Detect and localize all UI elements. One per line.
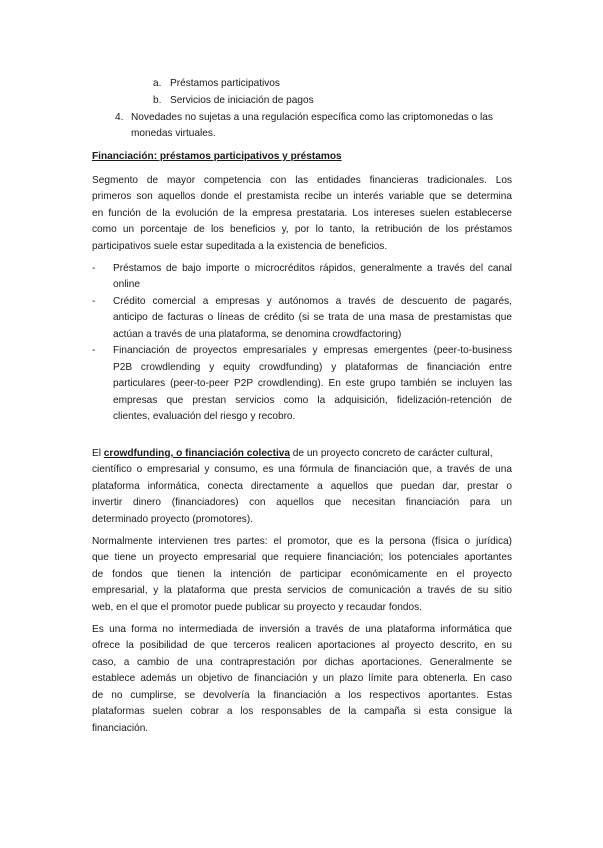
paragraph-line: empresarial, y la plataforma que presta servicios de comunicación a través de su sitio bbox=[92, 585, 512, 596]
list-marker-b: b. bbox=[153, 95, 162, 106]
list-marker-4: 4. bbox=[115, 112, 124, 123]
paragraph-line: en función de la evolución de la empresa prestataria. Los intereses suelen establecerse bbox=[92, 208, 512, 219]
paragraph-line: que tiene un proyecto empresarial que requiere financiación; los potenciales aportantes bbox=[92, 552, 512, 563]
paragraph-line: Normalmente intervienen tres partes: el promotor, que es la persona (física o jurídica) bbox=[92, 536, 512, 547]
paragraph-line: científico o empresarial y consumo, es una fórmula de financiación que, a través de una bbox=[92, 464, 512, 475]
paragraph-line: Es una forma no intermediada de inversión a través de una plataforma informática que bbox=[92, 624, 512, 635]
paragraph-rest: de un proyecto concreto de carácter cultural, bbox=[289, 448, 493, 459]
paragraph-lead: El bbox=[92, 448, 104, 459]
paragraph-line: establece además un objetivo de financiación y un plazo límite para obtenerla. En caso bbox=[92, 673, 512, 684]
paragraph-line: como un porcentaje de los beneficios y, por lo tanto, la retribución de los préstamos bbox=[92, 224, 512, 235]
list-item-b: Servicios de iniciación de pagos bbox=[170, 95, 314, 106]
paragraph-line: participativos suele estar supeditada a la existencia de beneficios. bbox=[92, 241, 388, 252]
bullet-line: actúan a través de una plataforma, se denomina crowdfactoring) bbox=[113, 329, 402, 340]
paragraph-line: caso, a cambio de una contraprestación por dichas aportaciones. Generalmente se bbox=[92, 657, 512, 668]
bullet-line: empresas que prestan servicios como la adquisición, fidelización-retención de bbox=[113, 395, 512, 406]
bullet-line: Crédito comercial a empresas y autónomos a través de descuento de pagarés, bbox=[113, 296, 512, 307]
paragraph-line: de no cumplirse, se devolvería la financiación a los respectivos aportantes. Estas bbox=[92, 690, 512, 701]
list-item-a: Préstamos participativos bbox=[170, 78, 280, 89]
bullet-marker: - bbox=[92, 296, 96, 307]
paragraph-line: plataforma informática, conecta directamente a aquellos que puedan dar, prestar o bbox=[92, 481, 512, 492]
paragraph-line: de fondos que tienen la intención de participar económicamente en el proyecto bbox=[92, 569, 512, 580]
bullet-line: Préstamos de bajo importe o microcréditos rápidos, generalmente a través del canal bbox=[113, 263, 512, 274]
crowdfunding-term: crowdfunding, o financiación colectiva bbox=[103, 448, 290, 459]
bullet-marker: - bbox=[92, 345, 96, 356]
bullet-line: particulares (peer-to-peer P2P crowdlending). En este grupo también se incluyen las bbox=[113, 378, 512, 389]
paragraph-line: ofrece la posibilidad de que terceros realicen aportaciones al proyecto descrito, en su bbox=[92, 640, 512, 651]
bullet-line: anticipo de facturas o líneas de crédito (si se trata de una masa de prestamistas que bbox=[113, 312, 512, 323]
paragraph-line: financiación. bbox=[92, 723, 149, 734]
paragraph-line: plataformas suelen cobrar a los responsables de la campaña si esta consigue la bbox=[92, 706, 512, 717]
paragraph-line: invertir dinero (financiadores) con aquellos que necesitan financiación para un bbox=[92, 497, 512, 508]
list-marker-a: a. bbox=[153, 78, 162, 89]
bullet-line: online bbox=[113, 279, 140, 290]
bullet-line: Financiación de proyectos empresariales y empresas emergentes (peer-to-business bbox=[113, 345, 512, 356]
list-item-4-line: Novedades no sujetas a una regulación específica como las criptomonedas o las bbox=[131, 112, 493, 123]
paragraph-line: primeros son aquellos donde el prestamista recibe un interés variable que se determina bbox=[92, 191, 512, 202]
paragraph-line: determinado proyecto (promotores). bbox=[92, 514, 254, 525]
paragraph-line: Segmento de mayor competencia con las entidades financieras tradicionales. Los bbox=[92, 175, 512, 186]
bullet-line: P2B crowdlending y equity crowdfunding) y plataformas de financiación entre bbox=[113, 362, 512, 373]
bullet-line: clientes, evaluación del riesgo y recobro. bbox=[113, 411, 296, 422]
section-heading: Financiación: préstamos participativos y préstamos bbox=[92, 151, 342, 162]
bullet-marker: - bbox=[92, 263, 96, 274]
list-item-4-line: monedas virtuales. bbox=[131, 128, 216, 139]
paragraph-line bbox=[92, 446, 512, 463]
paragraph-line: web, en el que el promotor puede publicar su proyecto y recaudar fondos. bbox=[92, 602, 422, 613]
